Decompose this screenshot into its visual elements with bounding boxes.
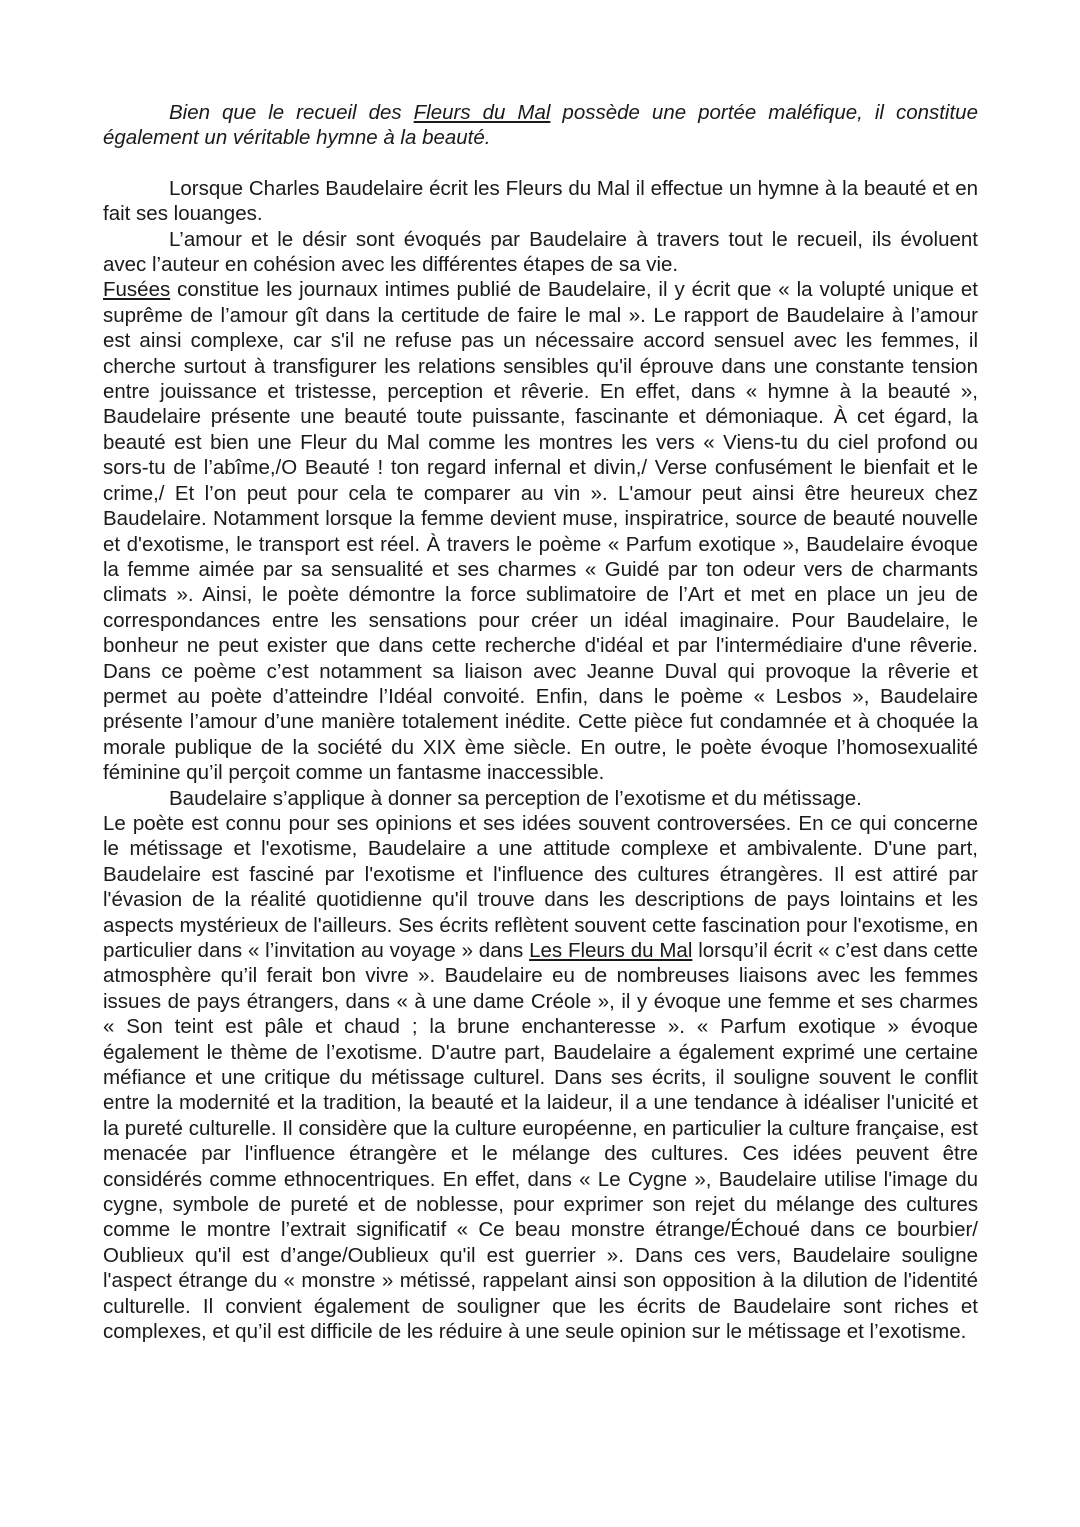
- paragraph-5: [103, 811, 978, 1345]
- intro-text-start: Bien que le recueil des: [169, 101, 414, 124]
- paragraph-3: [103, 277, 978, 785]
- paragraph-5-text-end: lorsqu’il écrit « c’est dans cette atmosphère qu’il ferait bon vivre ». Baudelaire eu de nombreuses liaisons avec les femmes issues de pays étrangers, dans « à une dame Créole », il y évoque une femme et ses charmes « Son teint est pâle et chaud ; la brune enchanteresse ». « Parfum exotique » évoque également le thème de l’exotisme. D'autre part, Baudelaire a également exprimé une certaine méfiance et une critique du métissage culturel. Dans ses écrits, il souligne souvent le conflit entre la modernité et la tradition, la beauté et la laideur, il a une tendance à idéaliser l'unicité et la pureté culturelle. Il considère que la culture européenne, en particulier la culture française, est menacée par l'influence étrangère et le mélange des cultures. Ces idées peuvent être considérés comme ethnocentriques. En effet, dans « Le Cygne », Baudelaire utilise l'image du cygne, symbole de pureté et de noblesse, pour exprimer son rejet du mélange des cultures comme le montre l’extrait significatif « Ce beau monstre étrange/Échoué dans ce bourbier/ Oublieux qu'il est d’ange/Oublieux qu'il est guerrier ». Dans ces vers, Baudelaire souligne l'aspect étrange du « monstre » métissé, rappelant ainsi son opposition à la dilution de l'identité culturelle. Il convient également de souligner que les écrits de Baudelaire sont riches et complexes, et qu’il est difficile de les réduire à une seule opinion sur le métissage et l’exotisme.: [103, 939, 978, 1344]
- fusees-title: Fusées: [103, 278, 171, 302]
- fleurs-du-mal-title: Les Fleurs du Mal: [529, 939, 693, 962]
- paragraph-2: L’amour et le désir sont évoqués par Baudelaire à travers tout le recueil, ils évoluent avec l’auteur en cohésion avec les différentes étapes de sa vie.: [103, 227, 978, 277]
- paragraph-4: Baudelaire s’applique à donner sa perception de l’exotisme et du métissage.: [169, 786, 862, 810]
- intro-text-end: possède une portée maléfique, il constitue également un véritable hymne à la beauté.: [103, 101, 978, 150]
- intro-book-title: Fleurs du Mal: [413, 101, 551, 124]
- intro-paragraph: [103, 100, 978, 151]
- paragraph-3-text: constitue les journaux intimes publié de Baudelaire, il y écrit que « la volupté unique et suprême de l’amour gît dans la certitude de faire le mal ». Le rapport de Baudelaire à l’amour est ainsi complexe, car s'il ne refuse pas un nécessaire accord sensuel avec les femmes, il cherche surtout à transfigurer les relations sensibles qu'il éprouve dans une constante tension entre jouissance et tristesse, perception et rêverie. En effet, dans « hymne à la beauté », Baudelaire présente une beauté toute puissante, fascinante et démoniaque. À cet égard, la beauté est bien une Fleur du Mal comme les montres les vers « Viens-tu du ciel profond ou sors-tu de l’abîme,/O Beauté ! ton regard infernal et divin,/ Verse confusément le bienfait et le crime,/ Et l’on peut pour cela te comparer au vin ». L'amour peut ainsi être heureux chez Baudelaire. Notamment lorsque la femme devient muse, inspiratrice, source de beauté nouvelle et d'exotisme, le transport est réel. À travers le poème « Parfum exotique », Baudelaire évoque la femme aimée par sa sensualité et ses charmes « Guidé par ton odeur vers de charmants climats ». Ainsi, le poète démontre la force sublimatoire de l’Art et met en place un jeu de correspondances entre les sensations pour créer un idéal imaginaire. Pour Baudelaire, le bonheur ne peut exister que dans cette recherche d'idéal et par l'intermédiaire d'une rêverie. Dans ce poème c’est notamment sa liaison avec Jeanne Duval qui provoque la rêverie et permet au poète d’atteindre l’Idéal convoité. Enfin, dans le poème « Lesbos », Baudelaire présente l’amour d’une manière totalement inédite. Cette pièce fut condamnée et à choquée la morale publique de la société du XIX ème siècle. En outre, le poète évoque l’homosexualité féminine qu’il perçoit comme un fantasme inaccessible.: [103, 278, 978, 785]
- paragraph-1: Lorsque Charles Baudelaire écrit les Fleurs du Mal il effectue un hymne à la beauté et en fait ses louanges.: [103, 176, 978, 226]
- document-page: [103, 100, 978, 1345]
- paragraph-5-text-start: Le poète est connu pour ses opinions et ses idées souvent controversées. En ce qui concerne le métissage et l'exotisme, Baudelaire a une attitude complexe et ambivalente. D'une part, Baudelaire est fasciné par l'exotisme et l'influence des cultures étrangères. Il est attiré par l'évasion de la réalité quotidienne qu'il trouve dans les descriptions de pays lointains et les aspects mystérieux de l'ailleurs. Ses écrits reflètent souvent cette fascination pour l'exotisme, en particulier dans « l’invitation au voyage » dans: [103, 811, 978, 962]
